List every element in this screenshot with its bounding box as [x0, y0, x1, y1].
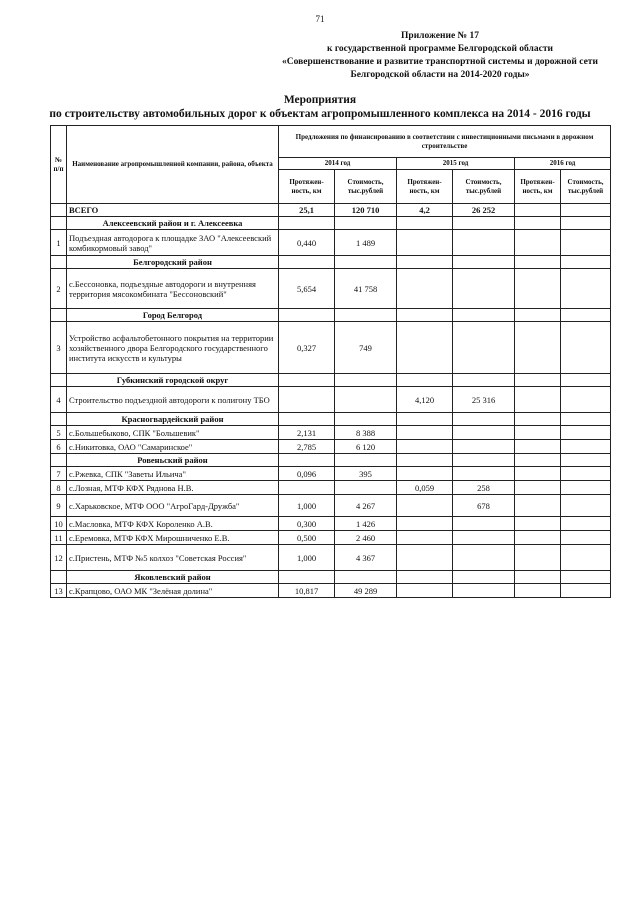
row-number: 9	[51, 495, 67, 517]
table-row	[51, 517, 611, 531]
row-length-2014: 2,785	[279, 440, 335, 454]
header-cost-2016: Стоимость, тыс.рублей	[561, 170, 611, 204]
row-cost-2014: 4 367	[335, 545, 397, 571]
row-length-2014: 0,327	[279, 322, 335, 374]
row-name: Подъездная автодорога к площадке ЗАО "Алексеевский комбикормовый завод"	[67, 230, 279, 256]
document-title	[0, 93, 640, 121]
row-name: с.Лозная, МТФ КФХ Ряднова Н.В.	[67, 481, 279, 495]
row-length-2014: 1,000	[279, 545, 335, 571]
row-length-2014: 5,654	[279, 269, 335, 309]
row-cost-2014: 1 426	[335, 517, 397, 531]
district-row: Губкинский городской округ	[67, 374, 279, 387]
row-length-2014: 10,817	[279, 584, 335, 598]
row-cost-2015: 258	[453, 481, 515, 495]
district-row: Яковлевский район	[67, 571, 279, 584]
row-length-2014: 0,300	[279, 517, 335, 531]
row-cost-2014: 49 289	[335, 584, 397, 598]
row-number: 10	[51, 517, 67, 531]
row-number: 4	[51, 387, 67, 413]
row-name: с.Еремовка, МТФ КФХ Мирошниченко Е.В.	[67, 531, 279, 545]
row-number: 5	[51, 426, 67, 440]
table-row	[51, 322, 611, 374]
row-cost-2014: 395	[335, 467, 397, 481]
row-length-2014: 0,096	[279, 467, 335, 481]
row-length-2014: 0,500	[279, 531, 335, 545]
header-2016: 2016 год	[515, 158, 611, 170]
row-cost-2015: 678	[453, 495, 515, 517]
district-row: Белгородский район	[67, 256, 279, 269]
row-cost-2014: 1 489	[335, 230, 397, 256]
row-number: 3	[51, 322, 67, 374]
header-proposals: Предложения по финансированию в соответствии с инвестиционными письмами в дорожном строительстве	[279, 126, 611, 158]
row-name: с.Большебыково, СПК "Большевик"	[67, 426, 279, 440]
total-label: ВСЕГО	[67, 204, 279, 217]
row-name: с.Крапцово, ОАО МК "Зелёная долина"	[67, 584, 279, 598]
row-number: 2	[51, 269, 67, 309]
table-row	[51, 584, 611, 598]
row-number: 13	[51, 584, 67, 598]
header-cost-2015: Стоимость, тыс.рублей	[453, 170, 515, 204]
total-length-2015: 4,2	[397, 204, 453, 217]
row-cost-2014: 41 758	[335, 269, 397, 309]
header-length-2015: Протяжен-ность, км	[397, 170, 453, 204]
row-number: 8	[51, 481, 67, 495]
district-row: Алексеевский район и г. Алексеевка	[67, 217, 279, 230]
table-row	[51, 531, 611, 545]
row-name: Строительство подъездной автодороги к полигону ТБО	[67, 387, 279, 413]
header-2015: 2015 год	[397, 158, 515, 170]
row-length-2015: 4,120	[397, 387, 453, 413]
page-number: 71	[315, 14, 325, 24]
table-row	[51, 467, 611, 481]
title-line-2: по строительству автомобильных дорог к объектам агропромышленного комплекса на 2014 - 2016 годы	[49, 108, 591, 120]
row-length-2015: 0,059	[397, 481, 453, 495]
table-row-total	[51, 204, 611, 217]
table-row	[51, 545, 611, 571]
appendix-line-2: к государственной программе Белгородской области	[326, 44, 553, 54]
row-name: с.Пристень, МТФ №5 колхоз "Советская Россия"	[67, 545, 279, 571]
row-cost-2014: 4 267	[335, 495, 397, 517]
district-row: Красногвардейский район	[67, 413, 279, 426]
row-cost-2014: 8 388	[335, 426, 397, 440]
table-row	[51, 481, 611, 495]
title-line-1: Мероприятия	[283, 94, 357, 106]
row-name: с.Ржевка, СПК "Заветы Ильича"	[67, 467, 279, 481]
appendix-line-1: Приложение № 17	[401, 31, 479, 41]
row-name: с.Харьковское, МТФ ООО "АгроГард-Дружба"	[67, 495, 279, 517]
row-name: с.Бессоновка, подъездные автодороги и внутренняя территория мясокомбината "Бессоновский"	[67, 269, 279, 309]
appendix-line-3: «Совершенствование и развитие транспортной системы и дорожной сети	[282, 57, 598, 67]
row-cost-2015: 25 316	[453, 387, 515, 413]
row-name: с.Масловка, МТФ КФХ Короленко А.В.	[67, 517, 279, 531]
row-length-2014: 1,000	[279, 495, 335, 517]
header-num: № п/п	[51, 126, 67, 204]
table-row	[51, 495, 611, 517]
projects-table	[50, 125, 611, 598]
row-name: с.Никитовка, ОАО "Самаринское"	[67, 440, 279, 454]
header-length-2016: Протяжен-ность, км	[515, 170, 561, 204]
district-row: Ровеньский район	[67, 454, 279, 467]
row-number: 11	[51, 531, 67, 545]
row-name: Устройство асфальтобетонного покрытия на территории хозяйственного двора Белгородского государственного института искусств и культуры	[67, 322, 279, 374]
table-row	[51, 440, 611, 454]
table-row	[51, 269, 611, 309]
appendix-line-4: Белгородской области на 2014-2020 годы»	[350, 70, 530, 80]
row-number: 6	[51, 440, 67, 454]
district-row: Город Белгород	[67, 309, 279, 322]
table-row	[51, 230, 611, 256]
total-cost-2014: 120 710	[335, 204, 397, 217]
header-length-2014: Протяжен-ность, км	[279, 170, 335, 204]
row-cost-2014: 749	[335, 322, 397, 374]
table-row	[51, 387, 611, 413]
row-length-2014: 0,440	[279, 230, 335, 256]
table-row	[51, 426, 611, 440]
total-cost-2015: 26 252	[453, 204, 515, 217]
header-2014: 2014 год	[279, 158, 397, 170]
appendix-header	[260, 30, 620, 82]
header-name: Наименование агропромышленной компании, района, объекта	[67, 126, 279, 204]
row-number: 12	[51, 545, 67, 571]
row-cost-2014: 6 120	[335, 440, 397, 454]
row-cost-2014: 2 460	[335, 531, 397, 545]
row-number: 7	[51, 467, 67, 481]
total-length-2014: 25,1	[279, 204, 335, 217]
row-length-2014: 2,131	[279, 426, 335, 440]
header-cost-2014: Стоимость, тыс.рублей	[335, 170, 397, 204]
row-number: 1	[51, 230, 67, 256]
